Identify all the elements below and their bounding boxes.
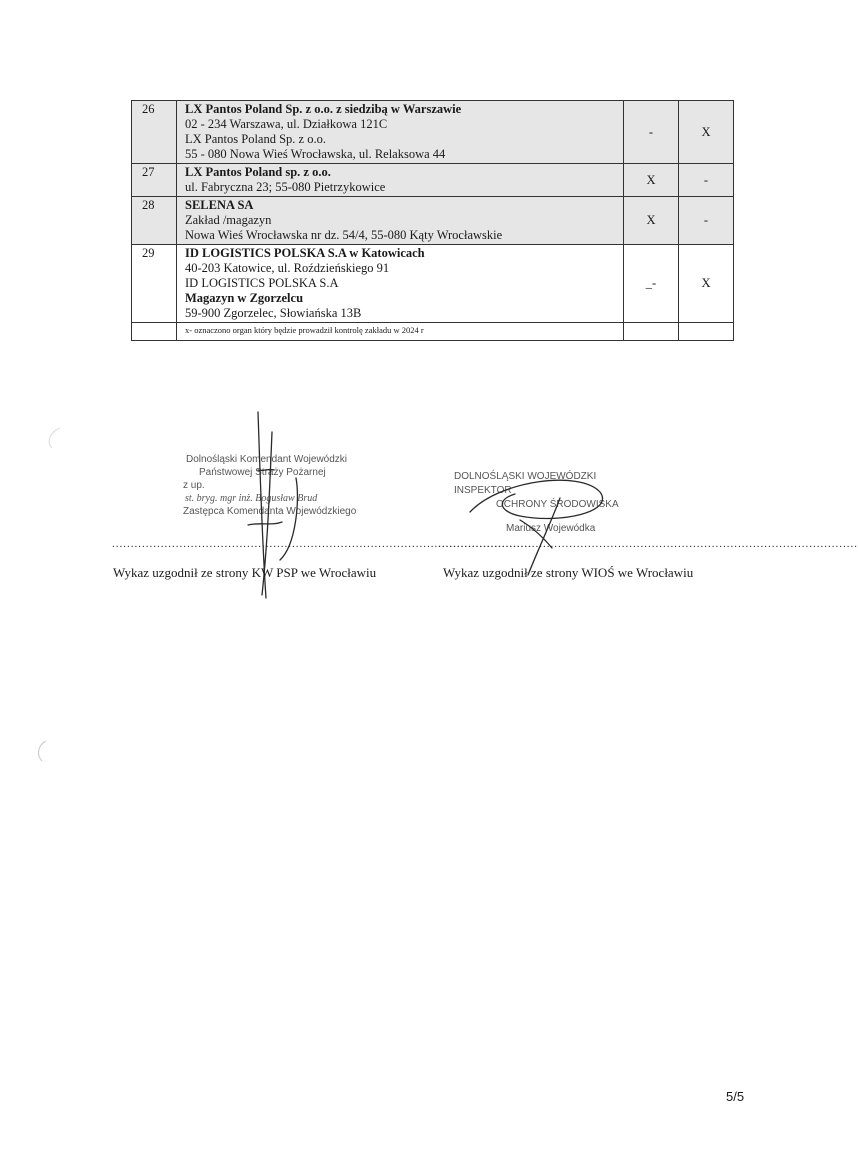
psp-stamp-line: Dolnośląski Komendant Wojewódzki bbox=[186, 454, 348, 465]
wios-approval-caption: Wykaz uzgodnił ze strony WIOŚ we Wrocławiu bbox=[443, 565, 694, 580]
wios-signature-stroke bbox=[470, 480, 603, 518]
psp-stamp-line: Państwowej Straży Pożarnej bbox=[199, 467, 326, 478]
psp-control-mark: X bbox=[624, 164, 679, 197]
establishment-address: LX Pantos Poland Sp. z o.o. bbox=[185, 132, 326, 146]
establishment-address: 59-900 Zgorzelec, Słowiańska 13B bbox=[185, 306, 362, 320]
establishment-name: SELENA SA bbox=[185, 198, 254, 212]
psp-control-mark: - bbox=[624, 101, 679, 164]
establishment-address: Nowa Wieś Wrocławska nr dz. 54/4, 55-080 Kąty Wrocławskie bbox=[185, 228, 503, 242]
row-number: 28 bbox=[132, 197, 177, 245]
psp-control-mark: _- bbox=[624, 245, 679, 323]
page-number: 5/5 bbox=[726, 1089, 745, 1104]
wios-control-mark: X bbox=[679, 245, 734, 323]
establishment-address: Zakład /magazyn bbox=[185, 213, 272, 227]
psp-stamp-signatory: st. bryg. mgr inż. Bogusław Brud bbox=[185, 493, 318, 504]
establishment-name: Magazyn w Zgorzelcu bbox=[185, 291, 304, 305]
establishment-address: 02 - 234 Warszawa, ul. Działkowa 121C bbox=[185, 117, 388, 131]
psp-signature-line: ................................................................................................................ bbox=[112, 538, 532, 550]
establishment-name: LX Pantos Poland sp. z o.o. bbox=[185, 165, 331, 179]
wios-stamp-line: OCHRONY ŚRODOWISKA bbox=[496, 499, 619, 510]
wios-signature-stroke bbox=[528, 498, 560, 575]
row-number: 29 bbox=[132, 245, 177, 323]
psp-stamp-line: Zastępca Komendanta Wojewódzkiego bbox=[183, 506, 357, 517]
wios-control-mark: - bbox=[679, 197, 734, 245]
establishment-address: ul. Fabryczna 23; 55-080 Pietrzykowice bbox=[185, 180, 386, 194]
wios-control-mark: - bbox=[679, 164, 734, 197]
psp-approval-caption: Wykaz uzgodnił ze strony KW PSP we Wrocławiu bbox=[113, 565, 377, 580]
establishment-address: 40-203 Katowice, ul. Roździeńskiego 91 bbox=[185, 261, 390, 275]
establishment-name: ID LOGISTICS POLSKA S.A w Katowicach bbox=[185, 246, 425, 260]
scan-artifact bbox=[30, 735, 60, 765]
wios-signature-line: ................................................................................................................ bbox=[438, 538, 858, 550]
psp-stamp-line: z up. bbox=[183, 480, 205, 491]
wios-stamp-line: DOLNOŚLĄSKI WOJEWÓDZKI INSPEKTOR bbox=[454, 471, 597, 496]
wios-control-mark: X bbox=[679, 101, 734, 164]
scan-mark bbox=[49, 428, 60, 448]
psp-signature-stroke bbox=[248, 522, 282, 525]
table-note: x- oznaczono organ który będzie prowadził kontrolę zakładu w 2024 r bbox=[177, 323, 624, 341]
row-number: 27 bbox=[132, 164, 177, 197]
establishment-name: LX Pantos Poland Sp. z o.o. z siedzibą w Warszawie bbox=[185, 102, 462, 116]
establishment-address: 55 - 080 Nowa Wieś Wrocławska, ul. Relaksowa 44 bbox=[185, 147, 446, 161]
wios-stamp-signatory: Mariusz Wojewódka bbox=[506, 523, 596, 534]
row-number: 26 bbox=[132, 101, 177, 164]
psp-control-mark: X bbox=[624, 197, 679, 245]
establishment-address: ID LOGISTICS POLSKA S.A bbox=[185, 276, 339, 290]
